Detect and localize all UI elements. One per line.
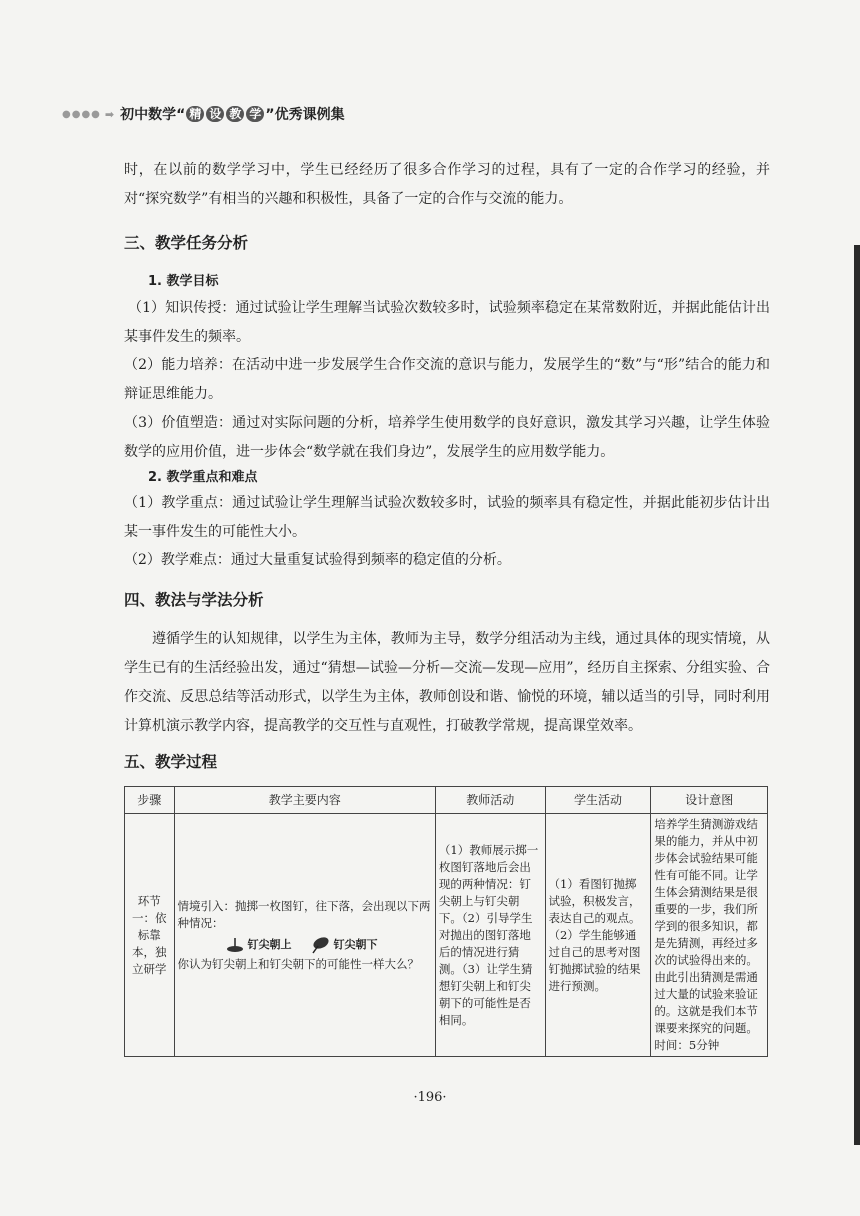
header-title-post: ”优秀课例集 — [265, 107, 345, 123]
step-cell: 环节一：依标靠本，独立研学 — [125, 814, 175, 1057]
header-highlight-1: 精 — [186, 106, 204, 122]
running-header — [62, 104, 345, 124]
header-arrow-icon: ➡ — [104, 107, 115, 121]
teaching-process-table — [124, 786, 768, 1057]
section5-title: 五、教学过程 — [124, 753, 218, 771]
header-title-pre: 初中数学“ — [120, 107, 186, 123]
pin-down-label: 钉尖朝下 — [333, 938, 378, 951]
section4-paragraph: 遵循学生的认知规律，以学生为主体，教师为主导，数学分组活动为主线，通过具体的现实情境，从学生已有的生活经验出发，通过“猜想—试验—分析—交流—发现—应用”，经历自主探索、分组实验、合作交流、反思总结等活动形式，以学生为主体，教师创设和谐、愉悦的环境，辅以适当的引导，同时利用计算机演示教学内容，提高教学的交互性与直观性，打破教学常规，提高课堂效率。 — [124, 631, 770, 734]
section3-p3: （3）价值塑造：通过对实际问题的分析，培养学生使用数学的良好意识，激发其学习兴趣，让学生体验数学的应用价值，进一步体会“数学就在我们身边”，发展学生的应用数学能力。 — [124, 415, 770, 460]
intro-paragraph: 时，在以前的数学学习中，学生已经经历了很多合作学习的过程，具有了一定的合作学习的经验，并对“探究数学”有相当的兴趣和积极性，具备了一定的合作与交流的能力。 — [124, 162, 770, 207]
header-highlight-2: 设 — [206, 106, 224, 122]
table-header-cell: 教师活动 — [435, 787, 545, 814]
pin-up-icon — [226, 937, 244, 953]
main-content-text2: 你认为钉尖朝上和钉尖朝下的可能性一样大么？ — [177, 956, 420, 971]
student-activity-cell: （1）看图钉抛掷试验，积极发言，表达自己的观点。（2）学生能够通过自己的思考对图钉抛掷试验的结果进行预测。 — [545, 814, 651, 1057]
design-intent-cell: 培养学生猜测游戏结果的能力，并从中初步体会试验结果可能性有可能不同。让学生体会猜测结果是很重要的一步，我们所学到的很多知识，都是先猜测，再经过多次的试验得出来的。由此引出猜测是需通过大量的试验来验证的。这就是我们本节课要来探究的问题。时间：5分钟 — [651, 814, 768, 1057]
section3-p2: （2）能力培养：在活动中进一步发展学生合作交流的意识与能力，发展学生的“数”与“形”结合的能力和辩证思维能力。 — [124, 357, 770, 402]
section3-sub1: 1. 教学目标 — [148, 274, 219, 289]
header-highlight-4: 学 — [246, 106, 264, 122]
section3-sub2: 2. 教学重点和难点 — [148, 470, 258, 485]
teacher-activity-cell: （1）教师展示掷一枚图钉落地后会出现的两种情况：钉尖朝上与钉尖朝下。（2）引导学生对抛出的图钉落地后的情况进行猜测。（3）让学生猜想钉尖朝上和钉尖朝下的可能性是否相同。 — [435, 814, 545, 1057]
header-dots-icon: ●●●● — [62, 108, 101, 120]
pin-down-icon — [310, 936, 330, 954]
section4-title: 四、教法与学法分析 — [124, 591, 264, 609]
pin-illustration — [226, 936, 432, 954]
main-content-text1: 情境引入：抛掷一枚图钉，往下落，会出现以下两种情况： — [177, 898, 431, 930]
table-header-cell: 教学主要内容 — [174, 787, 435, 814]
table-header-cell: 学生活动 — [545, 787, 651, 814]
section3-title: 三、教学任务分析 — [124, 234, 249, 252]
page-number: ·196· — [413, 1090, 447, 1105]
section3-p5: （2）教学难点：通过大量重复试验得到频率的稳定值的分析。 — [124, 552, 511, 568]
table-header-cell: 设计意图 — [651, 787, 768, 814]
pin-up-label: 钉尖朝上 — [247, 938, 292, 951]
section3-p4: （1）教学重点：通过试验让学生理解当试验次数较多时，试验的频率具有稳定性，并据此能初步估计出某一事件发生的可能性大小。 — [124, 495, 770, 540]
table-row — [125, 814, 768, 1057]
table-header-cell: 步骤 — [125, 787, 175, 814]
scan-edge — [854, 245, 860, 1145]
main-content-cell — [174, 814, 435, 1057]
section3-p1: （1）知识传授：通过试验让学生理解当试验次数较多时，试验频率稳定在某常数附近，并据此能估计出某事件发生的频率。 — [124, 300, 770, 345]
header-highlight-3: 教 — [226, 106, 244, 122]
table-header-row — [125, 787, 768, 814]
